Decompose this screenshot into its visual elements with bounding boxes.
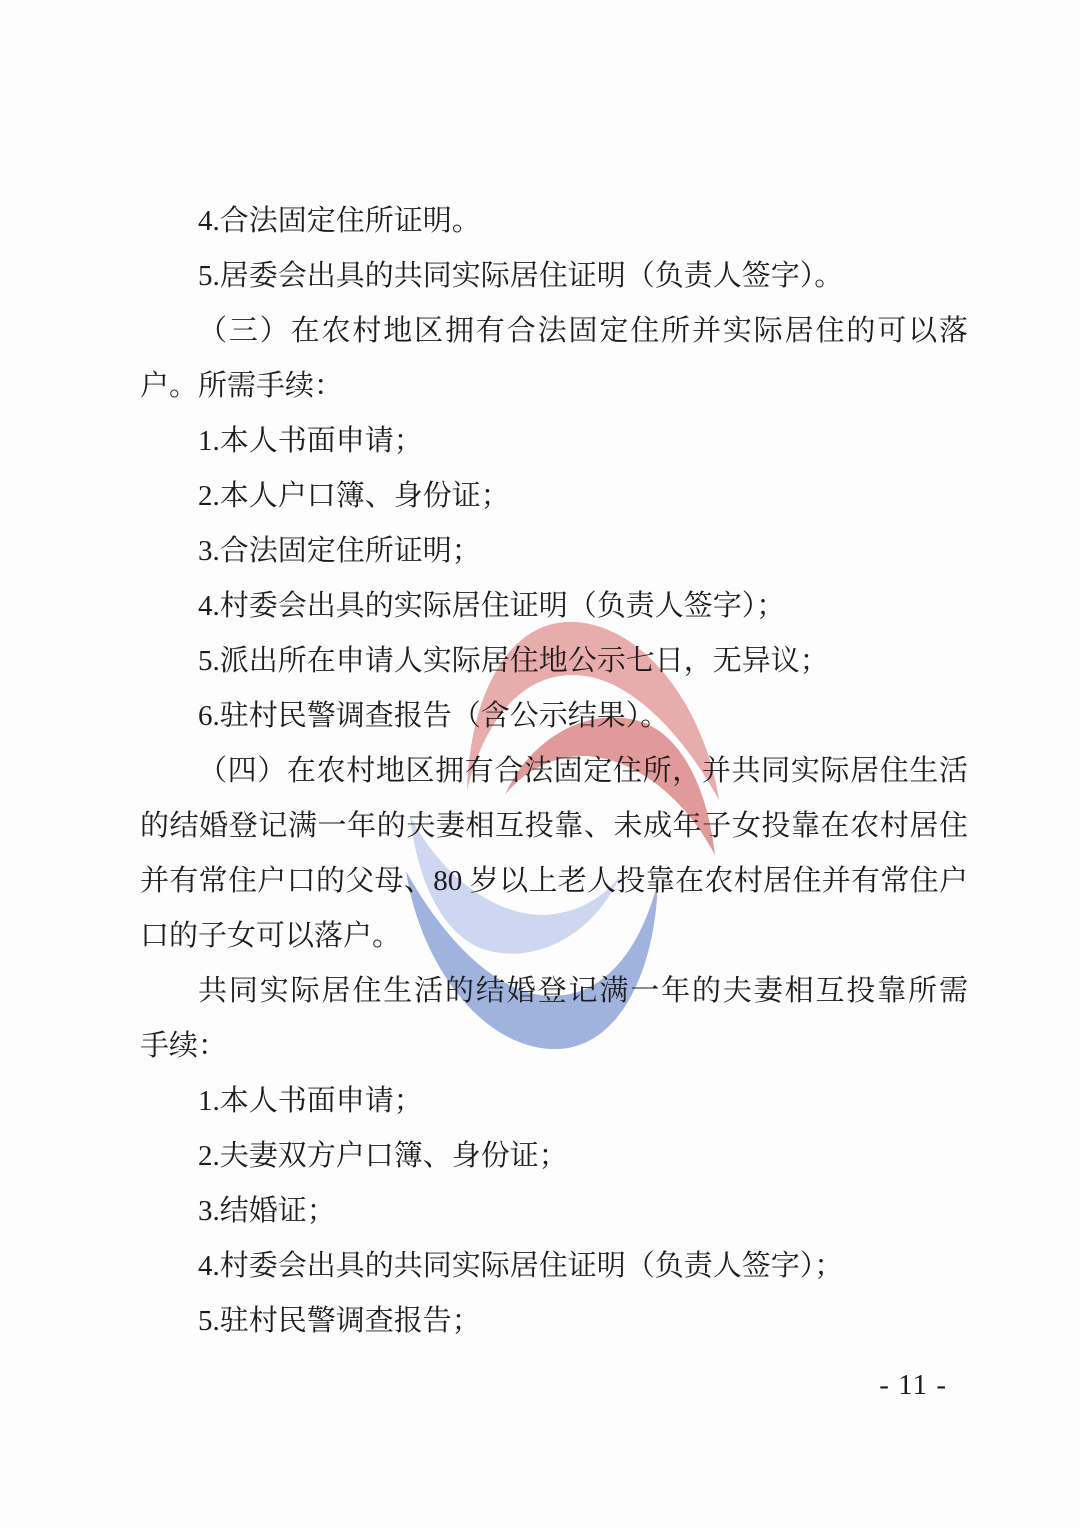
text-line: 2.夫妻双方户口簿、身份证； xyxy=(198,1140,568,1172)
text-line: 5.居委会出具的共同实际居住证明（负责人签字）。 xyxy=(198,260,844,292)
text-line-section-4-heading: （四）在农村地区拥有合法固定住所，并共同实际居住生活 xyxy=(198,755,968,787)
text-line: 手续： xyxy=(140,1030,228,1062)
text-line: 并有常住户口的父母、80 岁以上老人投靠在农村居住并有常住户 xyxy=(140,865,968,897)
text-line: 4.村委会出具的共同实际居住证明（负责人签字）； xyxy=(198,1250,844,1282)
text-line: 3.结婚证； xyxy=(198,1195,336,1227)
text-line: 共同实际居住生活的结婚登记满一年的夫妻相互投靠所需 xyxy=(198,975,968,1007)
text-line: 2.本人户口簿、身份证； xyxy=(198,480,510,512)
text-line: 6.驻村民警调查报告（含公示结果）。 xyxy=(198,700,670,732)
text-line: 户。所需手续： xyxy=(140,370,344,402)
text-line: 4.村委会出具的实际居住证明（负责人签字）； xyxy=(198,590,786,622)
text-line: 口的子女可以落户。 xyxy=(140,920,402,952)
page-number: - 11 - xyxy=(879,1369,947,1401)
text-line: 5.派出所在申请人实际居住地公示七日，无异议； xyxy=(198,645,829,677)
document-body xyxy=(140,194,968,1349)
text-line: 3.合法固定住所证明； xyxy=(198,535,481,567)
text-line: 5.驻村民警调查报告； xyxy=(198,1305,481,1337)
text-line: 1.本人书面申请； xyxy=(198,1085,423,1117)
text-line: 的结婚登记满一年的夫妻相互投靠、未成年子女投靠在农村居住 xyxy=(140,810,968,842)
text-line: 4.合法固定住所证明。 xyxy=(198,205,481,237)
text-line: 1.本人书面申请； xyxy=(198,425,423,457)
text-line-section-3-heading: （三）在农村地区拥有合法固定住所并实际居住的可以落 xyxy=(198,315,968,347)
